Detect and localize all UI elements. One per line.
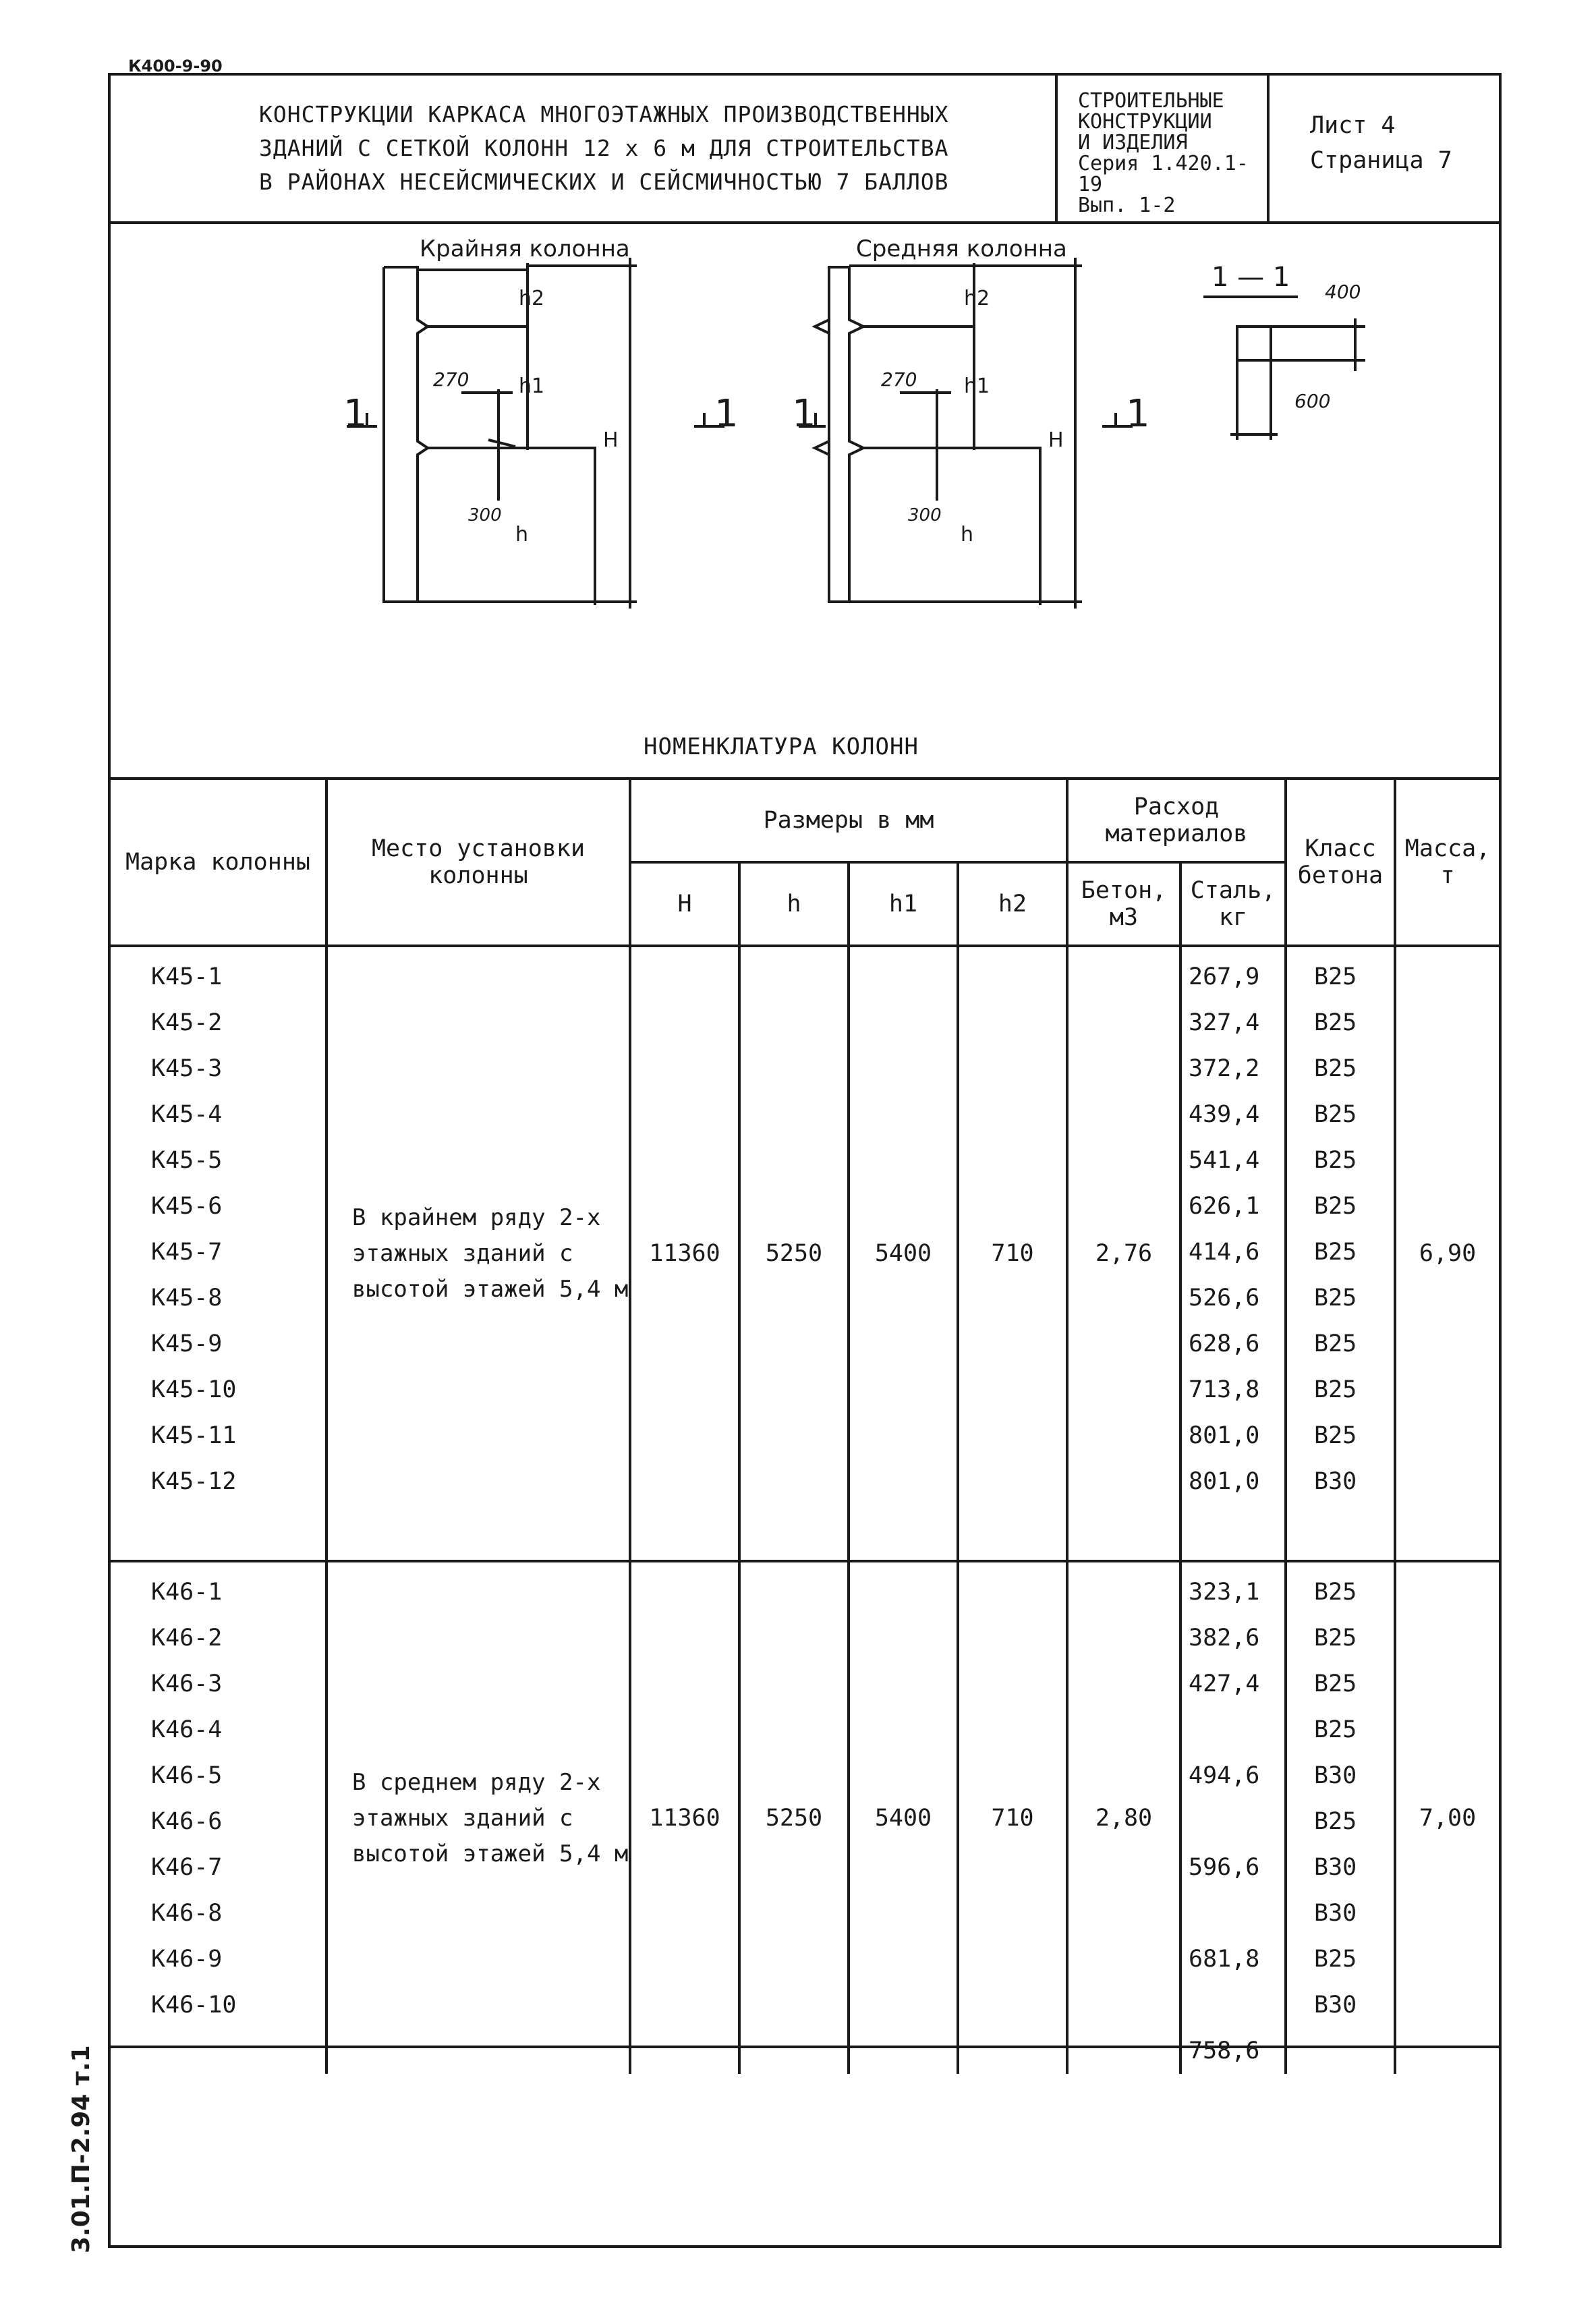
mark: К45-4 [151, 1101, 223, 1128]
dim-300-middle: 300 [908, 505, 942, 526]
header-materials: Расход материалов [1067, 779, 1286, 862]
middle-column-title: Средняя колонна [856, 235, 1067, 262]
mark: К45-7 [151, 1239, 223, 1266]
mark: К45-6 [151, 1193, 223, 1220]
steel-value: 382,6 [1189, 1625, 1260, 1652]
class-value: В25 [1314, 1239, 1357, 1266]
class-value: В25 [1314, 1376, 1357, 1403]
table-title: НОМЕНКЛАТУРА КОЛОНН [644, 733, 919, 760]
class-value: В30 [1314, 1468, 1357, 1495]
dim-h-edge: h [515, 523, 529, 546]
section-mark-right-middle: 1 [1126, 392, 1150, 436]
series-line: КОНСТРУКЦИИ [1078, 110, 1212, 134]
series-line: СТРОИТЕЛЬНЫЕ [1078, 89, 1224, 113]
steel-value: 439,4 [1189, 1101, 1260, 1128]
title-line: КОНСТРУКЦИИ КАРКАСА МНОГОЭТАЖНЫХ ПРОИЗВОДСТВЕННЫХ [259, 101, 949, 128]
column-drawings-svg [111, 224, 1499, 737]
mark: К46-1 [151, 1579, 223, 1606]
mark: К45-1 [151, 963, 223, 990]
middle-column-outline [815, 267, 863, 602]
page-number: Страница 7 [1310, 147, 1452, 174]
steel-value: 526,6 [1189, 1285, 1260, 1312]
mark: К46-5 [151, 1762, 223, 1789]
mark: К45-5 [151, 1147, 223, 1174]
drawing-frame [108, 73, 1502, 2248]
sheet-number: Лист 4 [1310, 112, 1396, 139]
steel-value: 494,6 [1189, 1762, 1260, 1789]
mark: К45-8 [151, 1285, 223, 1312]
title-block-title [111, 76, 1058, 221]
header-class: Класс бетона [1286, 779, 1395, 946]
section-mark-right-edge: 1 [714, 392, 739, 436]
nomenclature-table-wrap [111, 777, 1499, 2064]
dim-h2-edge: h2 [519, 287, 545, 310]
header-place: Место установки колонны [326, 779, 630, 946]
dim-H-edge: H [603, 428, 619, 452]
steel-cell [1180, 946, 1286, 1561]
mark: К46-6 [151, 1808, 223, 1835]
header-concrete: Бетон, м3 [1067, 862, 1180, 946]
mark: К46-7 [151, 1854, 223, 1881]
title-block [111, 76, 1499, 224]
steel-value: 323,1 [1189, 1579, 1260, 1606]
header-mark: Марка колонны [111, 779, 326, 946]
dim-h1-edge: h1 [519, 374, 545, 398]
steel-value: 628,6 [1189, 1330, 1260, 1357]
side-document-code: 3.01.П-2.94 т.1 [67, 2045, 95, 2253]
steel-value: 801,0 [1189, 1422, 1260, 1449]
section-outline [1237, 327, 1271, 360]
mark: К46-2 [151, 1625, 223, 1652]
header-h1: h1 [849, 862, 958, 946]
place-cell: В крайнем ряду 2-х этажных зданий с высотой этажей 5,4 м [326, 946, 630, 1561]
class-value: В30 [1314, 1900, 1357, 1927]
document-code: К400-9-90 [128, 57, 223, 76]
section-title: 1 — 1 [1212, 262, 1290, 293]
h2-cell: 710 [958, 946, 1067, 1561]
class-value: В25 [1314, 1808, 1357, 1835]
class-value: В25 [1314, 1422, 1357, 1449]
nomenclature-table [111, 777, 1499, 2074]
dim-400: 400 [1325, 281, 1361, 303]
steel-value: 327,4 [1189, 1009, 1260, 1036]
place-cell: В среднем ряду 2-х этажных зданий с высотой этажей 5,4 м [326, 1561, 630, 2074]
dim-h-middle: h [961, 523, 974, 546]
series-line: Серия 1.420.1-19 [1078, 152, 1249, 196]
mark: К45-12 [151, 1468, 237, 1495]
class-value: В25 [1314, 1670, 1357, 1697]
header-h: h [739, 862, 849, 946]
steel-value: 801,0 [1189, 1468, 1260, 1495]
steel-value: 681,8 [1189, 1946, 1260, 1973]
dim-300-edge: 300 [468, 505, 502, 526]
marks-cell [111, 946, 326, 1561]
section-mark-left-middle: 1 [792, 392, 816, 436]
steel-value: 267,9 [1189, 963, 1260, 990]
dim-h2-middle: h2 [964, 287, 990, 310]
h-cell: 5250 [739, 1561, 849, 2074]
blank-footer-area [111, 2046, 1499, 2248]
steel-value: 626,1 [1189, 1193, 1260, 1220]
mark: К45-3 [151, 1055, 223, 1082]
mark: К45-10 [151, 1376, 237, 1403]
class-value: В30 [1314, 1992, 1357, 2019]
class-value: В30 [1314, 1854, 1357, 1881]
mark: К45-11 [151, 1422, 237, 1449]
series-line: Вып. 1-2 [1078, 194, 1176, 217]
class-value: В25 [1314, 963, 1357, 990]
class-value: В25 [1314, 1147, 1357, 1174]
dim-270-edge: 270 [433, 368, 469, 391]
mark: К46-9 [151, 1946, 223, 1973]
H-cell: 11360 [630, 1561, 739, 2074]
dim-h1-middle: h1 [964, 374, 990, 398]
steel-value [1189, 1890, 1284, 1936]
class-value: В25 [1314, 1101, 1357, 1128]
series-line: И ИЗДЕЛИЯ [1078, 131, 1188, 154]
dim-270-middle: 270 [881, 368, 917, 391]
h1-cell: 5400 [849, 1561, 958, 2074]
group-row-k46 [111, 1561, 1499, 2074]
steel-value: 713,8 [1189, 1376, 1260, 1403]
steel-value: 372,2 [1189, 1055, 1260, 1082]
class-cell [1286, 946, 1395, 1561]
mark: К46-3 [151, 1670, 223, 1697]
title-line: В РАЙОНАХ НЕСЕЙСМИЧЕСКИХ И СЕЙСМИЧНОСТЬЮ 7 БАЛЛОВ [259, 169, 949, 195]
mass-cell: 6,90 [1395, 946, 1499, 1561]
dim-H-middle: H [1048, 428, 1064, 452]
steel-value: 541,4 [1189, 1147, 1260, 1174]
concrete-cell: 2,76 [1067, 946, 1180, 1561]
class-cell [1286, 1561, 1395, 2074]
group-row-k45 [111, 946, 1499, 1561]
mark: К45-2 [151, 1009, 223, 1036]
header-H: H [630, 862, 739, 946]
mark: К46-8 [151, 1900, 223, 1927]
class-value: В25 [1314, 1716, 1357, 1743]
header-sizes: Размеры в мм [630, 779, 1067, 862]
mark: К46-10 [151, 1992, 237, 2019]
mark: К45-9 [151, 1330, 223, 1357]
title-block-sheet [1272, 76, 1499, 221]
H-cell: 11360 [630, 946, 739, 1561]
title-line: ЗДАНИЙ С СЕТКОЙ КОЛОНН 12 х 6 м ДЛЯ СТРОИТЕЛЬСТВА [259, 135, 949, 161]
title-block-series [1060, 76, 1270, 221]
class-value: В25 [1314, 1009, 1357, 1036]
class-value: В25 [1314, 1946, 1357, 1973]
dim-600: 600 [1294, 390, 1331, 412]
steel-value: 596,6 [1189, 1854, 1260, 1881]
header-mass: Масса, т [1395, 779, 1499, 946]
concrete-cell: 2,80 [1067, 1561, 1180, 2074]
class-value: В25 [1314, 1055, 1357, 1082]
steel-value [1189, 1799, 1284, 1844]
section-mark-left-edge: 1 [343, 392, 368, 436]
class-value: В30 [1314, 1762, 1357, 1789]
edge-column-outline [384, 267, 428, 602]
edge-column-title: Крайняя колонна [420, 235, 630, 262]
h2-cell: 710 [958, 1561, 1067, 2074]
class-value: В25 [1314, 1285, 1357, 1312]
class-value: В25 [1314, 1330, 1357, 1357]
steel-value [1189, 1982, 1284, 2028]
steel-value: 414,6 [1189, 1239, 1260, 1266]
class-value: В25 [1314, 1579, 1357, 1606]
steel-value [1189, 1707, 1284, 1753]
header-steel: Сталь, кг [1180, 862, 1286, 946]
class-value: В25 [1314, 1193, 1357, 1220]
mass-cell: 7,00 [1395, 1561, 1499, 2074]
h-cell: 5250 [739, 946, 849, 1561]
mark: К46-4 [151, 1716, 223, 1743]
marks-cell [111, 1561, 326, 2074]
steel-value: 758,6 [1189, 2037, 1260, 2064]
steel-cell [1180, 1561, 1286, 2074]
header-h2: h2 [958, 862, 1067, 946]
class-value: В25 [1314, 1625, 1357, 1652]
steel-value: 427,4 [1189, 1670, 1260, 1697]
h1-cell: 5400 [849, 946, 958, 1561]
